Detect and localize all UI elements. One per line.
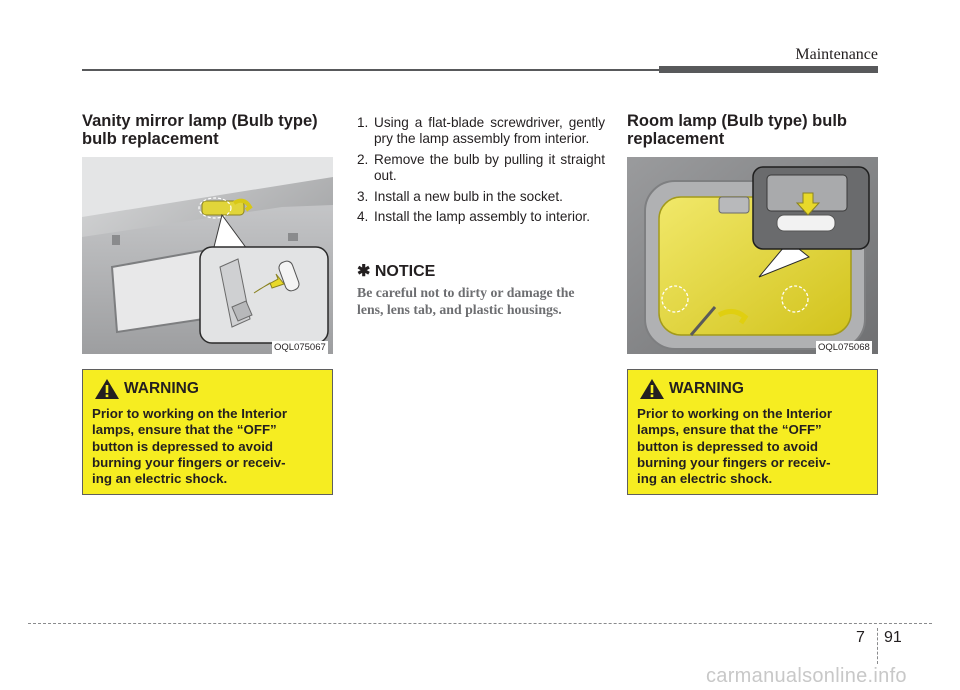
vanity-warning-line: burning your fingers or receiv-	[92, 454, 286, 470]
room-warning-heading-row	[639, 378, 868, 400]
footer-dashed-rule	[28, 623, 932, 624]
step-text: Remove the bulb by pulling it straight out.	[374, 151, 605, 184]
notice-heading: NOTICE	[374, 263, 436, 280]
step-text: Install the lamp assembly to interior.	[374, 209, 591, 225]
vanity-title-line1: Vanity mirror lamp (Bulb type)	[82, 112, 318, 130]
room-title-line2: replacement	[627, 130, 725, 148]
vanity-warning-text	[92, 406, 323, 487]
warning-triangle-icon	[639, 378, 665, 400]
room-warning-text	[637, 406, 868, 487]
room-warning-box	[627, 369, 878, 495]
replacement-steps-list	[357, 115, 605, 229]
vanity-warning-line: Prior to working on the Interior	[92, 406, 288, 421]
vanity-section-title	[82, 112, 342, 148]
step-item	[357, 189, 605, 205]
room-warning-line: Prior to working on the Interior	[637, 406, 833, 421]
step-number: 3.	[357, 188, 369, 204]
step-item	[357, 209, 605, 225]
step-item	[357, 152, 605, 185]
room-title-line1: Room lamp (Bulb type) bulb	[627, 112, 847, 130]
notice-line: lens, lens tab, and plastic housings.	[357, 301, 562, 317]
vanity-title-line2: bulb replacement	[82, 130, 219, 148]
vanity-warning-line: button is depressed to avoid	[92, 438, 274, 454]
vanity-lamp-figure	[82, 157, 333, 354]
vanity-warning-box	[82, 369, 333, 495]
room-warning-heading: WARNING	[669, 380, 744, 397]
room-warning-line: burning your fingers or receiv-	[637, 454, 831, 470]
room-lamp-section-title	[627, 112, 887, 148]
step-item	[357, 115, 605, 148]
section-header: Maintenance	[795, 46, 878, 63]
vanity-warning-heading: WARNING	[124, 380, 199, 397]
page-number: 91	[884, 629, 902, 646]
chapter-number: 7	[856, 629, 865, 646]
notice-line: Be careful not to dirty or damage the	[357, 285, 575, 300]
step-text: Install a new bulb in the socket.	[374, 188, 563, 204]
step-number: 1.	[357, 115, 369, 130]
header-rule-thin	[82, 69, 662, 71]
room-figure-caption: OQL075068	[818, 342, 870, 353]
notice-star-icon: ✱	[357, 263, 371, 280]
vanity-figure-caption: OQL075067	[274, 342, 326, 353]
vanity-warning-line: ing an electric shock.	[92, 471, 228, 487]
room-warning-line: lamps, ensure that the “OFF”	[637, 422, 822, 438]
notice-heading-row	[357, 261, 435, 281]
step-text: Using a flat-blade screwdriver, gently pry the lamp assembly from interior.	[374, 115, 605, 147]
notice-text	[357, 285, 612, 318]
room-warning-line: ing an electric shock.	[637, 471, 773, 487]
vanity-warning-heading-row	[94, 378, 323, 400]
vanity-lamp-illustration	[82, 157, 333, 354]
header-rule-thick	[659, 66, 878, 73]
vanity-warning-line: lamps, ensure that the “OFF”	[92, 422, 277, 438]
footer-vertical-divider	[877, 628, 878, 664]
step-number: 2.	[357, 151, 369, 167]
watermark-text: carmanualsonline.info	[706, 665, 907, 687]
room-lamp-illustration	[627, 157, 878, 354]
step-number: 4.	[357, 209, 369, 225]
room-warning-line: button is depressed to avoid	[637, 438, 819, 454]
room-lamp-figure	[627, 157, 878, 354]
warning-triangle-icon	[94, 378, 120, 400]
